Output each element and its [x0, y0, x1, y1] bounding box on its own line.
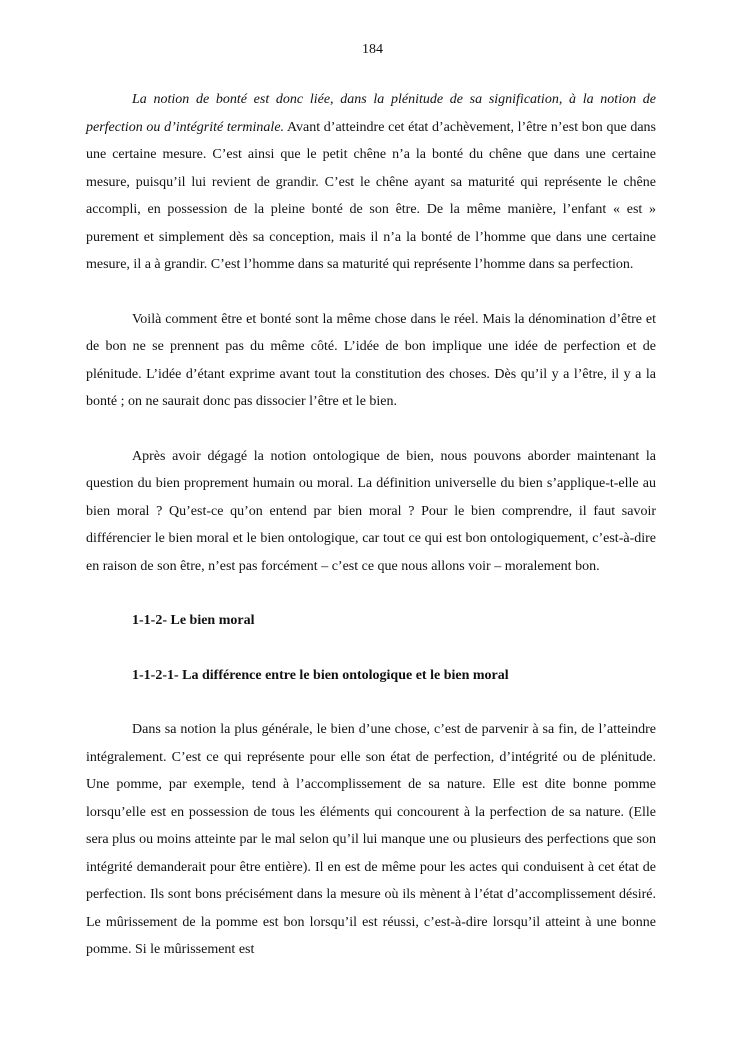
- page-body: [86, 86, 656, 964]
- page-number: 184: [362, 42, 383, 57]
- subsection-heading: 1-1-2-1- La différence entre le bien ontologique et le bien moral: [132, 667, 509, 683]
- paragraph-bien-moral-intro: Après avoir dégagé la notion ontologique de bien, nous pouvons aborder maintenant la question du bien proprement humain ou moral. La définition universelle du bien s’applique-t-elle au bien moral ? Qu’est-ce qu’on entend par bien moral ? Pour le bien comprendre, il faut savoir différencier le bien moral et le bien ontologique, car tout ce qui est bon ontologiquement, c’est-à-dire en raison de son être, n’est pas forcément – c’est ce que nous allons voir – moralement bon.: [86, 448, 656, 574]
- paragraph-notion-generale: Dans sa notion la plus générale, le bien d’une chose, c’est de parvenir à sa fin, de l’atteindre intégralement. C’est ce qui représente pour elle son état de perfection, d’intégrité ou de plénitude. Une pomme, par exemple, tend à l’accomplissement de sa nature. Elle est dite bonne pomme lorsqu’elle est en possession de tous les éléments qui concourent à la perfection de sa nature. (Elle sera plus ou moins atteinte par le mal selon qu’il lui manque une ou plusieurs des perfections que son intégrité demanderait pour être entière). Il en est de même pour les actes qui conduisent à cet état de perfection. Ils sont bons précisément dans la mesure où ils mènent à l’état d’accomplissement désiré. Le mûrissement de la pomme est bon lorsqu’il est réussi, c’est-à-dire lorsqu’il atteint à une bonne pomme. Si le mûrissement est: [86, 722, 656, 957]
- italic-thesis: La notion de bonté est donc liée, dans la plénitude de sa signification, à la notion de perfection ou d’intégrité terminale.: [86, 92, 656, 135]
- section-heading: 1-1-2- Le bien moral: [132, 613, 255, 628]
- paragraph-text: Avant d’atteindre cet état d’achèvement, l’être n’est bon que dans une certaine mesure. C’est ainsi que le petit chêne n’a la bonté du chêne que dans une certaine mesure, puisqu’il lui revient de grandir. C’est le chêne ayant sa maturité qui représente le chêne accompli, en possession de la pleine bonté de son être. De la même manière, l’enfant « est » purement et simplement dès sa conception, mais il n’a la bonté de l’homme que dans une certaine mesure, il a à grandir. C’est l’homme dans sa maturité qui représente l’homme dans sa perfection.: [86, 119, 656, 272]
- paragraph-bonte-perfection: [86, 86, 656, 279]
- paragraph-etre-bonte: Voilà comment être et bonté sont la même chose dans le réel. Mais la dénomination d’être et de bon ne se prennent pas du même côté. L’idée de bon implique une idée de perfection et de plénitude. L’idée d’étant exprime avant tout la constitution des choses. Dès qu’il y a l’être, il y a la bonté ; on ne saurait donc pas dissocier l’être et le bien.: [86, 311, 656, 409]
